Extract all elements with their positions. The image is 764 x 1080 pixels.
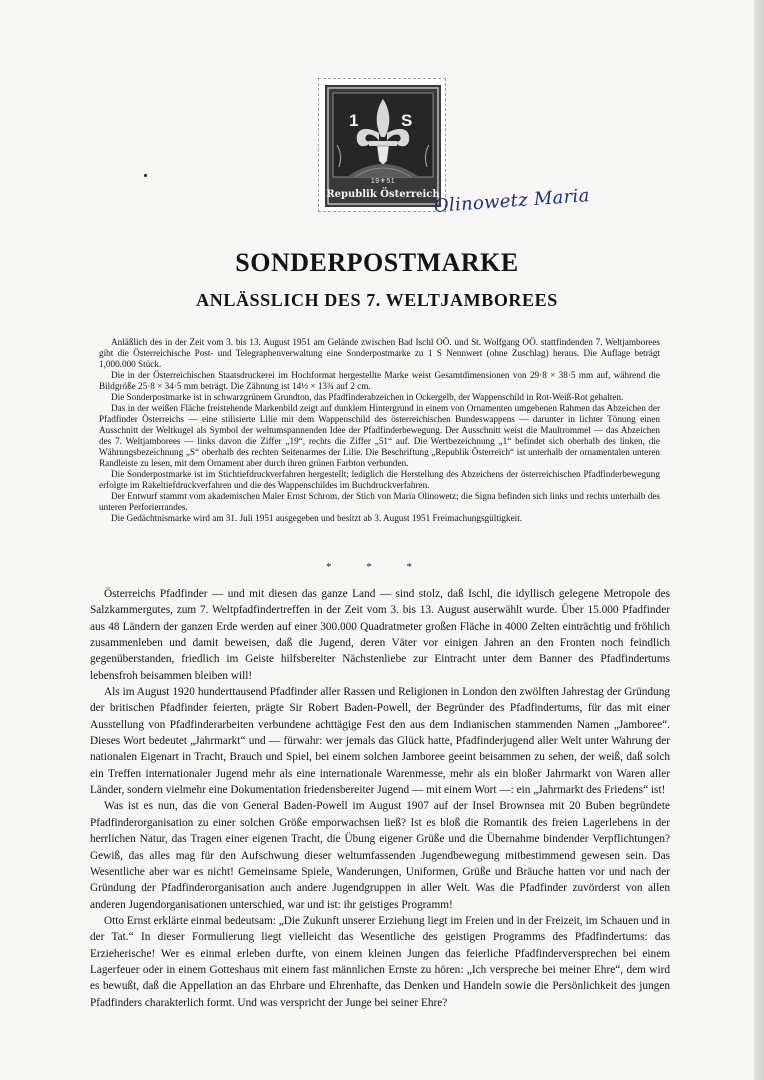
page-subtitle: ANLÄSSLICH DES 7. WELTJAMBOREES (196, 290, 558, 310)
paragraph: Das in der weißen Fläche freistehende Markenbild zeigt auf dunklem Hintergrund in einem von Ornamenten umgebenen Rahmen das Abzeichen der Pfadfinder Österreichs — eine stilisierte Lilie mit dem Wappenschild des österreichischen Bundeswappens — darunter in lichter Tönung einen Ausschnitt der Weltkugel als Symbol der weltumspannenden Idee der Pfadfinderbewegung. Der Ausschnitt weist die Maultrommel — das Abzeichen des 7. Weltjamborees — links davon die Ziffer „19“, rechts die Ziffer „51“ auf. Die Wertbezeichnung „1“ befindet sich oberhalb des linken, die Währungsbezeichnung „S“ oberhalb des rechten Seitenarmes der Lilie. Die Beschriftung „Republik Österreich“ ist unterhalb der ornamentalen unteren Randleiste zu lesen, mit dem Ornament aber durch ihren grünen Farbton verbunden. (99, 403, 660, 468)
paper-edge (754, 0, 764, 1080)
paragraph: Österreichs Pfadfinder — und mit diesen das ganze Land — sind stolz, daß Ischl, die idyllisch gelegene Metropole des Salzkammergutes, zum 7. Weltpfadfindertreffen in der Zeit vom 3. bis 13. August auserwählt wurde. Über 15.000 Pfadfinder aus 48 Ländern der ganzen Erde werden auf einer 300.000 Quadratmeter großen Fläche in 4000 Zelten einträchtig und fröhlich zusammenleben und damit beweisen, daß die Jugend, deren Väter vor einigen Jahren an den Fronten noch feindlich gegenüberstanden, friedlich im Geiste hilfsbereiter Nächstenliebe zur Eintracht unter dem Banner des Pfadfindertums lebensfroh beisammen bleiben will! (90, 588, 670, 682)
stamp-year: 19⚜51 (370, 178, 396, 185)
stamp-image (325, 85, 441, 207)
paragraph: Was ist es nun, das die von General Baden-Powell im August 1907 auf der Insel Brownsea mit 20 Buben begründete Pfadfinderorganisation zu einer solchen Größe emporwachsen ließ? Ist es bloß die Romantik des freien Lagerlebens in der herrlichen Natur, das Tragen einer eigenen Tracht, die Übung eigener Grüße und die Übernahme bindender Verpflichtungen? Gewiß, das alles mag für den Aufschwung dieser weltumfassenden Jugendbewegung mitbestimmend gewesen sein. Das Wesentliche aber war es nicht! Gemeinsame Spiele, Wanderungen, Uniformen, Grüße und Bräuche hatten vor und nach der Gründung der Pfadfinderorganisation auch andere Jugendgruppen in aller Welt. Was die Pfadfinder zuvörderst von allen anderen Jugendorganisationen unterschied, war und ist: ihr geistiges Programm! (90, 800, 670, 911)
stamp-description (99, 337, 660, 524)
jamboree-article (90, 586, 670, 1011)
ink-speck (144, 174, 147, 177)
paragraph: Anläßlich des in der Zeit vom 3. bis 13. August 1951 am Gelände zwischen Bad Ischl OÖ. und St. Wolfgang OÖ. stattfindenden 7. Weltjamborees gibt die Österreichische Post- und Telegraphenverwaltung eine Sonderpostmarke zu 1 S Nennwert (ohne Zuschlag) heraus. Die Auflage beträgt 1,000.000 Stück. (99, 337, 660, 369)
engraver-signature: Olinowetz Maria (433, 185, 591, 217)
paragraph: Die Sonderpostmarke ist im Stichtiefdruckverfahren hergestellt; lediglich die Herstellung des Abzeichens der österreichischen Pfadfinderbewegung erfolgte im Rakeltiefdruckverfahren und die des Wappenschildes im Buchdruckverfahren. (99, 469, 660, 490)
postage-stamp (318, 78, 446, 212)
paragraph: Die in der Österreichischen Staatsdruckerei im Hochformat hergestellte Marke weist Gesamtdimensionen von 29·8 × 38·5 mm auf, während die Bildgröße 25·8 × 34·5 mm beträgt. Die Zähnung ist 14½ × 13¾ auf 2 cm. (99, 370, 660, 391)
paragraph: Die Gedächtnismarke wird am 31. Juli 1951 ausgegeben und besitzt ab 3. August 1951 Freimachungsgültigkeit. (111, 513, 523, 523)
page-title: SONDERPOSTMARKE (235, 248, 519, 277)
paragraph: Der Entwurf stammt vom akademischen Maler Ernst Schrom, der Stich von Maria Olinowetz; die Signa befinden sich links und rechts unterhalb des unteren Perforierrandes. (99, 491, 660, 512)
paragraph: Otto Ernst erklärte einmal bedeutsam: „Die Zukunft unserer Erziehung liegt im Freien und in der Freizeit, im Schauen und in der Tat.“ In dieser Formulierung liegt vielleicht das Wesentliche des geistigen Programms des Pfadfindertums: das Erzieherische! Wer es einmal erleben durfte, von einem kleinen Jungen das feierliche Pfadfinderversprechen bei einem Lagerfeuer oder in einem Gotteshaus mit einem fast männlichen Ernste zu hören: „Ich verspreche bei meiner Ehre“, dem wird es bewußt, daß die Appellation an das Ehrbare und Ehrenhafte, das Denken und Handeln sowie die Persönlichkeit des jungen Pfadfinders charakterlich formt. Und was verspricht der Junge bei seiner Ehre? (90, 914, 670, 1009)
stamp-country-label: Republik Österreich (326, 189, 440, 200)
stamp-value-currency: S (401, 111, 413, 130)
paragraph: Als im August 1920 hunderttausend Pfadfinder aller Rassen und Religionen in London den zwölften Jahrestag der Gründung der britischen Pfadfinder feierten, prägte Sir Robert Baden-Powell, der Begründer des Pfadfindertums, für das mit einer Ausstellung von Pfadfinderarbeiten verbundene achttägige Fest den aus dem Indianischen stammenden Namen „Jamboree“. Dieses Wort bedeutet „Jahrmarkt“ und — fürwahr: wer jemals das Glück hatte, Pfadfinderjugend aller Welt unter Wahrung der nationalen Eigenart in Tracht, Brauch und Spiel, bei einem solchen Jamboree geeint beisammen zu sehen, der weiß, daß solch ein Treffen internationaler Jugend mehr als eine internationale Warenmesse, mehr als ein bloßer Jahrmarkt von Waren aller Länder, sondern vielmehr eine Dokumentation friedensbereiter Jugend — mit einem Wort —: ein „Jahrmarkt des Friedens“ ist! (90, 686, 670, 797)
stamp-value-numeral: 1 (349, 111, 359, 130)
section-separator: * * * (326, 561, 428, 573)
paragraph: Die Sonderpostmarke ist in schwarzgrünem Grundton, das Pfadfinderabzeichen in Ockergelb, der Wappenschild in Rot-Weiß-Rot gehalten. (111, 392, 624, 402)
